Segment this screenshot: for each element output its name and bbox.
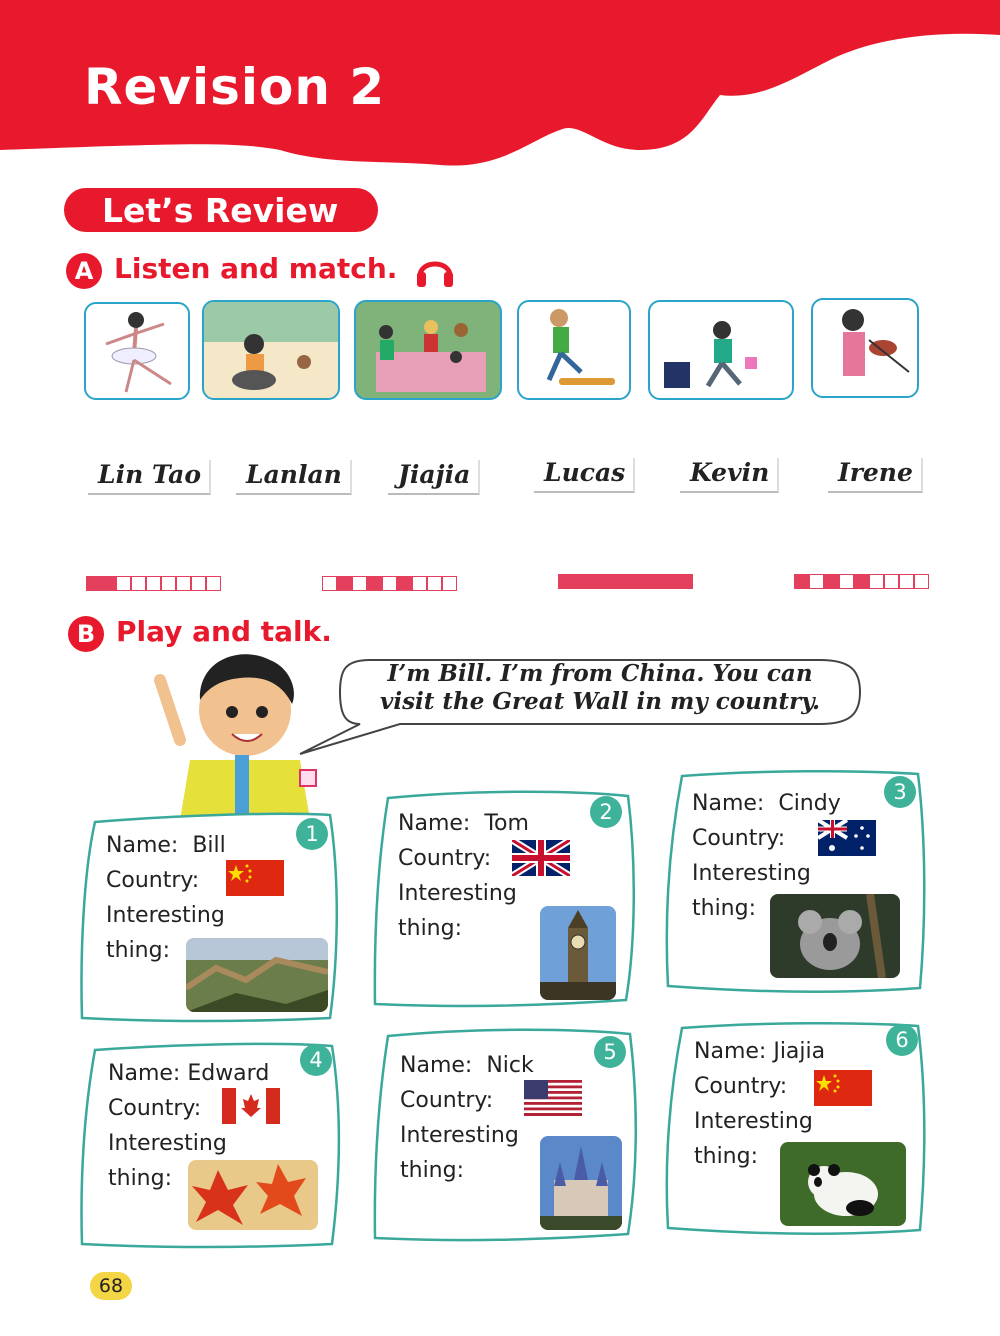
picture-picnic	[354, 300, 502, 400]
name-label: Lin Tao	[88, 460, 211, 495]
picture-skateboard	[517, 300, 631, 400]
koala-photo	[770, 894, 900, 978]
decorative-boxes	[322, 576, 457, 590]
task-b-letter: B	[68, 616, 104, 652]
page-number: 68	[90, 1272, 132, 1300]
person-name: Cindy	[778, 791, 841, 816]
page-title: Revision 2	[84, 58, 386, 116]
card-number: 6	[886, 1024, 918, 1056]
big-ben-photo	[540, 906, 616, 1000]
panda-photo	[780, 1142, 906, 1226]
name-label: Lanlan	[236, 460, 352, 495]
card-2-text: Name: Tom Country: Interesting thing:	[398, 811, 529, 941]
decorative-boxes	[794, 574, 929, 588]
person-name: Bill	[192, 833, 226, 858]
card-number: 3	[884, 776, 916, 808]
picture-ballet	[84, 302, 190, 400]
person-name: Nick	[486, 1053, 534, 1078]
picture-box	[648, 300, 794, 400]
china-flag-icon	[226, 860, 284, 896]
card-3-text: Name: Cindy Country: Interesting thing:	[692, 791, 841, 921]
person-name: Edward	[187, 1061, 270, 1086]
task-a-letter: A	[66, 253, 102, 289]
disney-castle-photo	[540, 1136, 622, 1230]
picture-violin	[811, 298, 919, 398]
card-5-text: Name: Nick Country: Interesting thing:	[400, 1053, 534, 1183]
task-a-title: Listen and match.	[114, 252, 398, 285]
person-name: Jiajia	[773, 1039, 826, 1064]
card-number: 5	[594, 1036, 626, 1068]
card-6-text: Name: Jiajia Country: Interesting thing:	[694, 1039, 826, 1169]
decorative-boxes	[86, 576, 221, 590]
name-label: Kevin	[680, 458, 779, 493]
speech-text: I’m Bill. I’m from China. You can visit the Great Wall in my country.	[380, 660, 820, 715]
australia-flag-icon	[818, 820, 876, 856]
card-number: 2	[590, 796, 622, 828]
card-number: 1	[296, 818, 328, 850]
name-label: Jiajia	[388, 460, 480, 495]
maple-leaves-photo	[188, 1160, 318, 1230]
china-flag-icon	[814, 1070, 872, 1106]
canada-flag-icon	[222, 1088, 280, 1124]
card-number: 4	[300, 1044, 332, 1076]
uk-flag-icon	[512, 840, 570, 876]
picture-washing	[202, 300, 340, 400]
great-wall-photo	[186, 938, 328, 1012]
usa-flag-icon	[524, 1080, 582, 1116]
task-b-title: Play and talk.	[116, 615, 332, 648]
name-label: Lucas	[534, 458, 635, 493]
section-label: Let’s Review	[64, 188, 378, 232]
card-1-text: Name: Bill Country: Interesting thing:	[106, 833, 226, 963]
card-4-text: Name: Edward Country: Interesting thing:	[108, 1061, 270, 1191]
name-label: Irene	[828, 458, 923, 493]
decorative-boxes	[558, 574, 693, 588]
headphones-icon	[414, 250, 456, 290]
person-name: Tom	[484, 811, 529, 836]
